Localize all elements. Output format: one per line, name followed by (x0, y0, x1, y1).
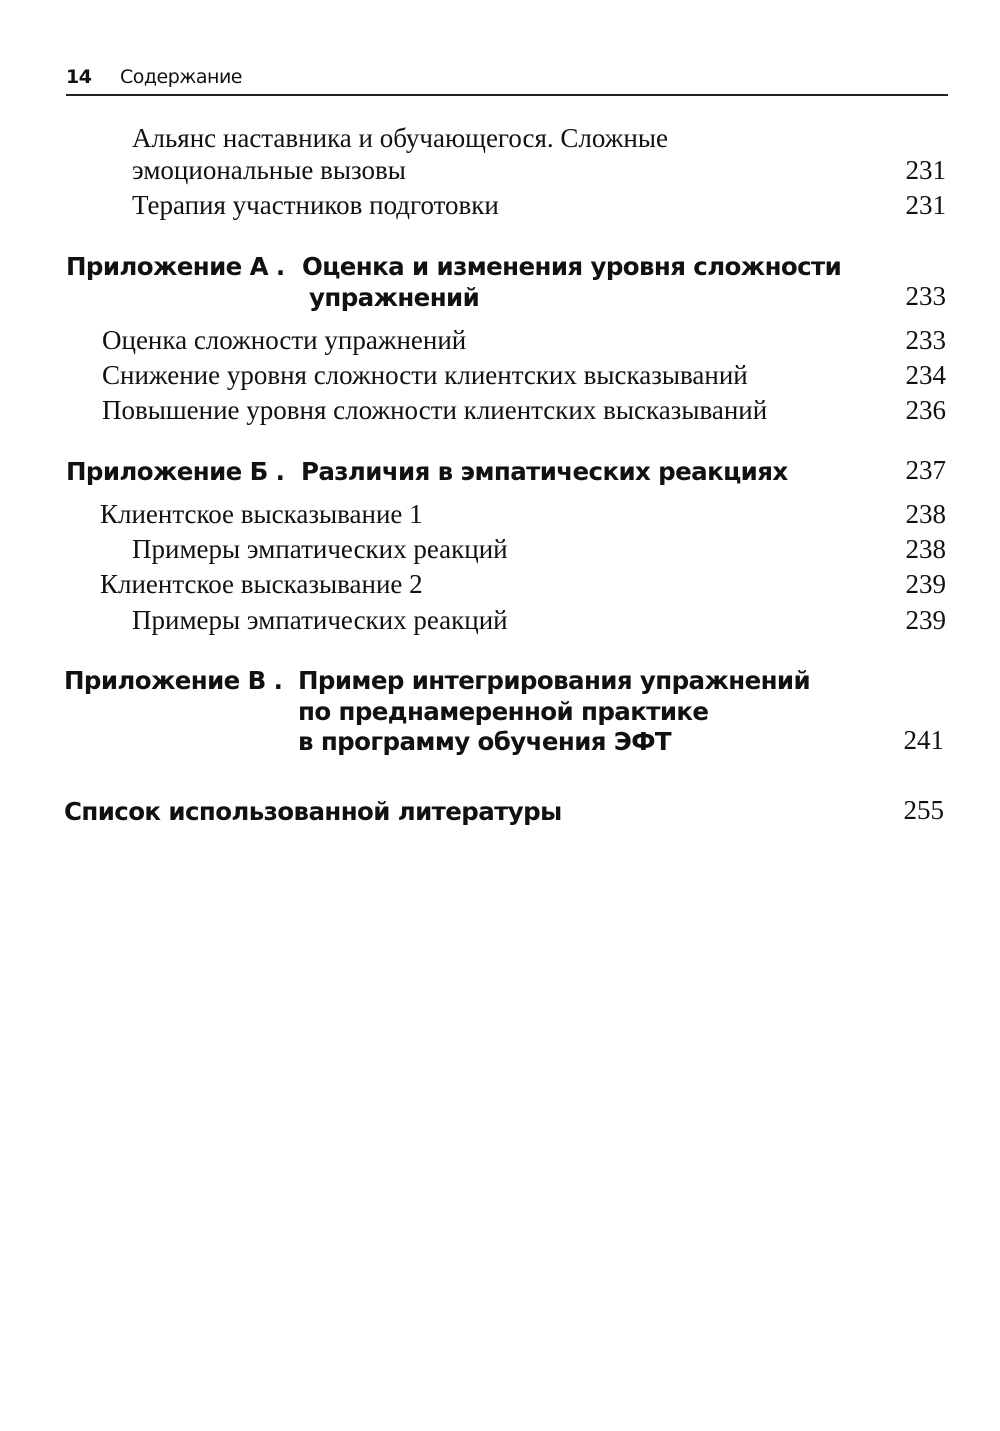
toc-page-number: 231 (905, 155, 946, 185)
toc-entry-title: Клиентское высказывание 2 (100, 569, 423, 599)
appendix-label: Приложение А . (66, 252, 285, 281)
references-title: Список использованной литературы (64, 797, 562, 826)
toc-page-number: 233 (905, 325, 946, 355)
toc-entry-title: Оценка сложности упражнений (102, 325, 467, 355)
toc-entry-title: Клиентское высказывание 1 (100, 499, 423, 529)
toc-entry-title: Снижение уровня сложности клиентских высказываний (102, 360, 748, 390)
appendix-title: Оценка и изменения уровня сложности (302, 252, 842, 281)
toc-page-number: 255 (903, 795, 944, 825)
running-title: Содержание (120, 66, 242, 88)
toc-page-number: 237 (905, 455, 946, 485)
toc-entry-title: Повышение уровня сложности клиентских высказываний (102, 395, 768, 425)
toc-page-number: 231 (905, 190, 946, 220)
toc-entry-title: Примеры эмпатических реакций (132, 605, 508, 635)
appendix-label: Приложение Б . (66, 457, 285, 486)
appendix-title-cont: в программу обучения ЭФТ (298, 727, 672, 756)
toc-page-number: 236 (905, 395, 946, 425)
toc-page-number: 233 (905, 281, 946, 311)
appendix-title-cont: по преднамеренной практике (298, 697, 709, 726)
toc-entry-title-cont: эмоциональные вызовы (132, 155, 406, 185)
toc-page-number: 234 (905, 360, 946, 390)
appendix-label: Приложение В . (64, 666, 283, 695)
appendix-title: Пример интегрирования упражнений (298, 666, 811, 695)
appendix-title: Различия в эмпатических реакциях (301, 457, 788, 486)
toc-page-number: 241 (903, 725, 944, 755)
toc-entry-title: Терапия участников подготовки (132, 190, 499, 220)
running-header (66, 64, 948, 96)
toc-page-number: 238 (905, 499, 946, 529)
toc-page-number: 239 (905, 605, 946, 635)
toc-entry-title: Примеры эмпатических реакций (132, 534, 508, 564)
appendix-title-cont: упражнений (309, 283, 480, 312)
toc-page-number: 238 (905, 534, 946, 564)
page-number: 14 (66, 66, 92, 88)
toc-entry-title: Альянс наставника и обучающегося. Сложные (132, 123, 668, 153)
toc-page-number: 239 (905, 569, 946, 599)
